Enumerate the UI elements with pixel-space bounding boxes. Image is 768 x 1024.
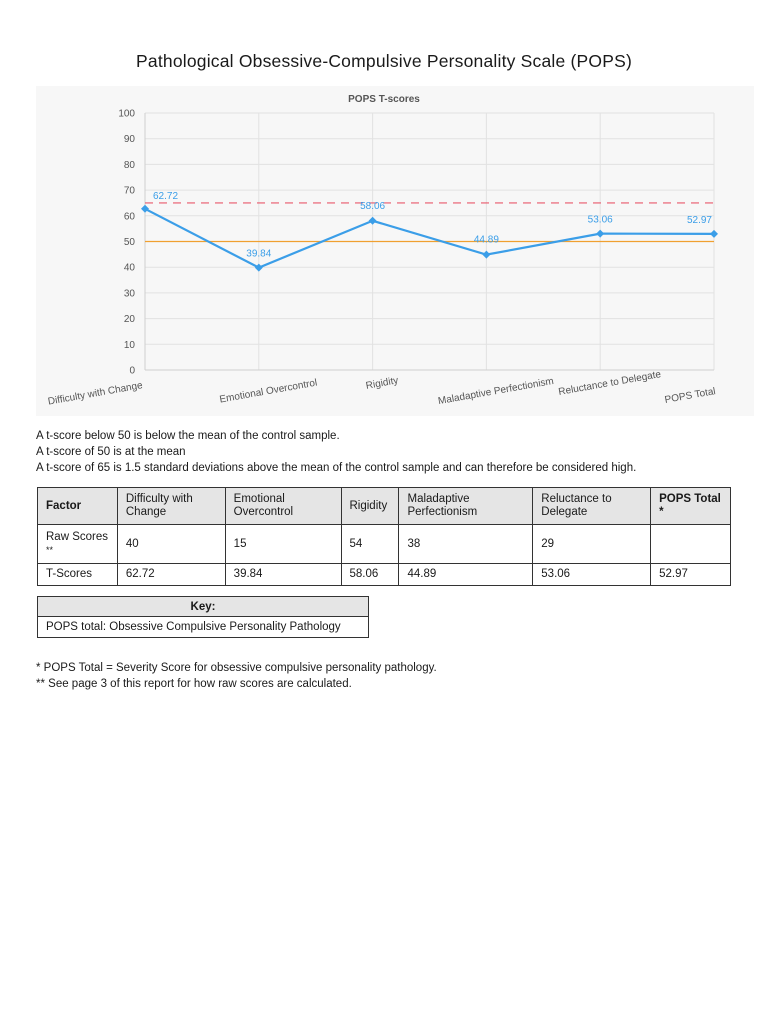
header-pops-total: POPS Total *	[651, 488, 731, 525]
table-cell: 40	[117, 525, 225, 564]
table-cell: 53.06	[533, 564, 651, 586]
header-emotional-overcontrol: Emotional Overcontrol	[225, 488, 341, 525]
table-row	[38, 525, 731, 564]
table-cell: 15	[225, 525, 341, 564]
y-tick-label: 40	[123, 262, 135, 274]
header-maladaptive-perfectionism: Maladaptive Perfectionism	[399, 488, 533, 525]
key-body: POPS total: Obsessive Compulsive Personality Pathology	[46, 621, 341, 633]
page-title: Pathological Obsessive-Compulsive Personality Scale (POPS)	[136, 51, 632, 71]
y-tick-label: 80	[123, 159, 135, 171]
raw-scores-label: Raw Scores	[46, 531, 108, 543]
data-label: 58.06	[360, 200, 386, 212]
chart-svg	[36, 86, 754, 416]
x-tick-label: Rigidity	[365, 375, 400, 392]
pops-tscores-chart	[36, 86, 754, 416]
data-label: 52.97	[686, 214, 712, 226]
raw-scores-mark: **	[46, 545, 54, 555]
scores-table	[37, 487, 731, 586]
table-cell: 39.84	[225, 564, 341, 586]
x-tick-label: Reluctance to Delegate	[557, 369, 662, 398]
table-header-row	[38, 488, 731, 525]
y-tick-label: 100	[118, 108, 135, 120]
x-tick-label: Maladaptive Perfectionism	[437, 375, 555, 408]
y-tick-label: 60	[123, 211, 135, 223]
header-factor: Factor	[38, 488, 118, 525]
row-label-raw-scores	[38, 525, 118, 564]
data-label: 53.06	[587, 214, 613, 226]
chart-background	[36, 86, 754, 416]
header-rigidity: Rigidity	[341, 488, 399, 525]
x-tick-label: Difficulty with Change	[47, 380, 144, 408]
y-tick-label: 30	[123, 288, 135, 300]
table-row	[38, 564, 731, 586]
y-tick-label: 10	[123, 339, 135, 351]
note-line: A t-score of 50 is at the mean	[36, 446, 186, 458]
x-tick-label: POPS Total	[663, 386, 717, 406]
key-table	[37, 596, 369, 638]
row-label-t-scores: T-Scores	[38, 564, 118, 586]
key-title: Key:	[38, 597, 368, 617]
y-tick-label: 20	[123, 314, 135, 326]
table-cell: 58.06	[341, 564, 399, 586]
footnote-line: ** See page 3 of this report for how raw scores are calculated.	[36, 678, 352, 690]
table-cell: 62.72	[117, 564, 225, 586]
data-label: 44.89	[473, 234, 499, 246]
y-tick-label: 0	[129, 365, 135, 377]
data-label: 39.84	[246, 248, 272, 260]
note-line: A t-score of 65 is 1.5 standard deviations above the mean of the control sample and can therefore be considered high.	[36, 462, 637, 474]
x-tick-label: Emotional Overcontrol	[218, 377, 319, 406]
notes	[36, 428, 636, 476]
table-cell: 38	[399, 525, 533, 564]
table-cell: 44.89	[399, 564, 533, 586]
table-cell: 54	[341, 525, 399, 564]
chart-title: POPS T-scores	[348, 94, 420, 105]
footnotes	[36, 660, 437, 692]
y-tick-label: 50	[123, 237, 135, 248]
header-reluctance-to-delegate: Reluctance to Delegate	[533, 488, 651, 525]
table-cell: 52.97	[651, 564, 731, 586]
table-cell: 29	[533, 525, 651, 564]
note-line: A t-score below 50 is below the mean of the control sample.	[36, 430, 340, 442]
footnote-line: * POPS Total = Severity Score for obsessive compulsive personality pathology.	[36, 662, 437, 674]
header-difficulty-with-change: Difficulty with Change	[117, 488, 225, 525]
data-label: 62.72	[153, 190, 179, 202]
y-tick-label: 90	[123, 134, 135, 146]
y-tick-label: 70	[123, 185, 135, 197]
table-cell	[651, 525, 731, 564]
